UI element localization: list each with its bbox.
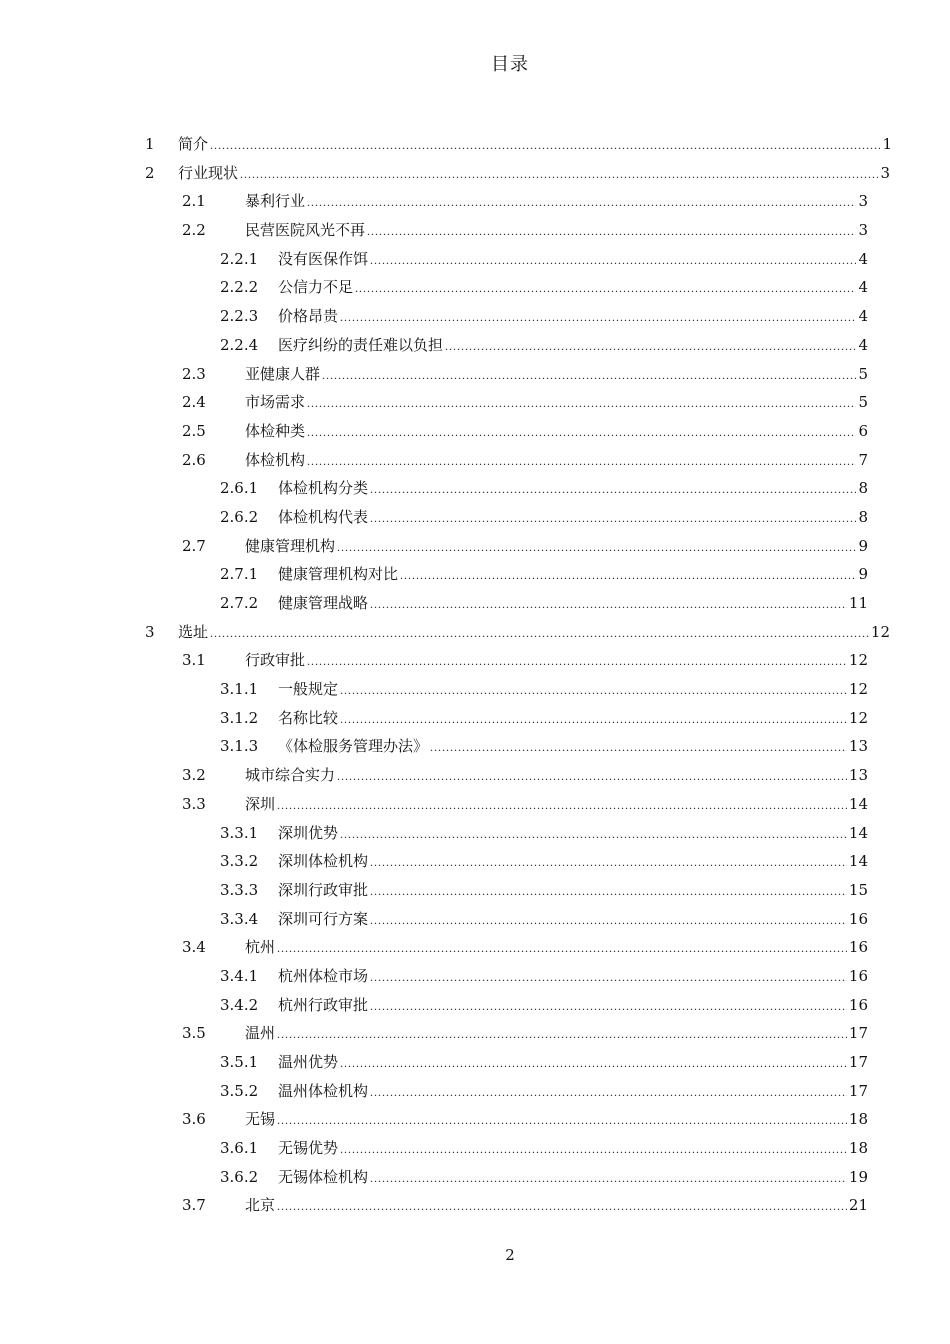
toc-entry-page: 16 [848,909,868,928]
toc-entry-number: 3.3.2 [220,852,259,871]
toc-entry-line [245,216,868,246]
toc-entry[interactable] [0,1163,950,1192]
toc-entry-page: 7 [858,450,868,469]
toc-entry-number: 2.2.3 [220,307,259,326]
toc-entry-page: 16 [848,966,868,985]
dot-leader [340,1049,847,1078]
dot-leader [307,389,856,418]
toc-entry[interactable] [0,360,950,389]
toc-entry-line [278,732,868,762]
toc-entry[interactable] [0,819,950,848]
dot-leader [367,217,856,246]
toc-entry-number: 2.6 [182,450,206,469]
toc-entry-line [245,417,868,447]
toc-entry[interactable] [0,1019,950,1048]
toc-entry-number: 2 [145,163,155,182]
toc-entry-page: 5 [858,364,868,383]
toc-entry-number: 2.5 [182,421,206,440]
dot-leader [370,848,847,877]
toc-entry-line [245,1105,868,1135]
toc-entry-line [278,962,868,992]
toc-entry-page: 1 [882,135,892,153]
toc-entry-page: 18 [848,1110,868,1129]
dot-leader [370,1164,847,1193]
toc-entry-line [278,245,868,275]
toc-entry-line [278,1134,868,1164]
toc-entry-line [278,560,868,590]
toc-entry-title: 杭州 [245,938,276,957]
toc-entry[interactable] [0,589,950,618]
dot-leader [445,332,856,361]
toc-entry-page: 5 [858,393,868,412]
toc-entry[interactable] [0,245,950,274]
toc-entry-line [245,388,868,418]
toc-entry-title: 价格昂贵 [278,307,339,326]
toc-entry-line [245,933,868,963]
dot-leader [210,619,869,648]
toc-entry-title: 名称比较 [278,708,339,727]
toc-entry-page: 3 [858,192,868,211]
toc-entry-page: 19 [848,1167,868,1186]
dot-leader [277,1020,847,1049]
toc-entry-title: 健康管理战略 [278,594,369,612]
toc-entry-title: 简介 [178,135,209,153]
toc-entry[interactable] [0,790,950,819]
toc-entry-page: 17 [848,1024,868,1043]
toc-entry-number: 3.2 [182,766,206,785]
page-title: 目录 [491,54,529,75]
toc-entry[interactable] [0,847,950,876]
toc-entry-page: 9 [858,536,868,555]
toc-entry-number: 3.3 [182,794,206,813]
toc-entry-title: 温州 [245,1024,276,1043]
toc-entry-number: 2.1 [182,192,206,211]
toc-entry[interactable] [0,331,950,360]
toc-entry-page: 4 [858,278,868,297]
toc-entry-number: 2.7.2 [220,594,259,612]
toc-entry-title: 深圳优势 [278,823,339,842]
dot-leader [370,992,847,1021]
toc-entry-number: 2.4 [182,393,206,412]
toc-entry-title: 行政审批 [245,651,306,670]
dot-leader [277,1106,847,1135]
dot-leader [430,733,847,762]
toc-entry-title: 深圳可行方案 [278,909,369,928]
toc-entry[interactable] [0,962,950,991]
toc-entry-number: 3 [145,622,155,641]
dot-leader [370,963,847,992]
toc-entry-title: 深圳 [245,794,276,813]
toc-entry-number: 3.4.2 [220,995,259,1014]
toc-entry-number: 3.5.1 [220,1053,259,1071]
toc-entry[interactable] [0,474,950,503]
toc-entry-page: 12 [848,651,868,670]
toc-entry-title: 无锡 [245,1110,276,1129]
dot-leader [370,475,856,504]
toc-entry-number: 2.2.1 [220,249,259,268]
toc-entry-title: 没有医保作饵 [278,249,369,268]
toc-entry-number: 3.6.2 [220,1167,259,1186]
toc-entry-line [278,1048,868,1078]
toc-entry[interactable] [0,1191,950,1220]
toc-entry-line [278,331,868,361]
dot-leader [340,1135,847,1164]
toc-entry-page: 12 [870,622,890,641]
toc-entry-title: 选址 [178,622,209,641]
toc-entry-line [245,446,868,476]
toc-entry[interactable] [0,1134,950,1163]
dot-leader [307,418,856,447]
toc-entry-line [178,618,890,648]
toc-entry-title: 体检机构分类 [278,479,369,498]
toc-entry-title: 体检种类 [245,421,306,440]
toc-entry-number: 1 [145,135,155,153]
toc-entry[interactable] [0,1105,950,1134]
toc-entry[interactable] [0,732,950,761]
toc-entry-number: 3.3.3 [220,880,259,899]
toc-entry-number: 3.1.1 [220,680,259,699]
toc-entry-title: 亚健康人群 [245,364,321,383]
toc-entry-line [278,589,868,619]
toc-entry-page: 6 [858,421,868,440]
toc-entry[interactable] [0,417,950,446]
toc-entry-page: 4 [858,335,868,354]
dot-leader [307,188,856,217]
toc-entry-number: 2.7.1 [220,565,259,584]
toc-entry[interactable] [0,159,950,188]
toc-entry-title: 城市综合实力 [245,766,336,785]
toc-entry-number: 3.6.1 [220,1139,259,1158]
toc-entry-number: 2.2 [182,221,206,240]
toc-entry-number: 2.3 [182,364,206,383]
dot-leader [277,934,847,963]
toc-entry-page: 3 [858,221,868,240]
toc-entry-title: 行业现状 [178,163,239,182]
toc-entry-number: 2.7 [182,536,206,555]
toc-entry-page: 17 [848,1053,868,1071]
toc-entry-line [278,474,868,504]
toc-entry-line [278,905,868,935]
dot-leader [307,647,847,676]
toc-entry[interactable] [0,1077,950,1106]
toc-entry-page: 8 [858,507,868,526]
toc-entry-page: 15 [848,880,868,899]
toc-entry-page: 12 [848,708,868,727]
toc-entry-line [278,847,868,877]
toc-entry-number: 3.5 [182,1024,206,1043]
toc-entry[interactable] [0,532,950,561]
dot-leader [400,561,856,590]
dot-leader [370,246,856,275]
toc-entry[interactable] [0,187,950,216]
toc-entry-line [278,675,868,705]
toc-entry-number: 3.1 [182,651,206,670]
toc-entry-page: 14 [848,823,868,842]
toc-entry-line [278,991,868,1021]
toc-entry-page: 17 [848,1081,868,1100]
toc-entry-line [278,273,868,303]
toc-entry-line [178,159,890,189]
toc-entry[interactable] [0,446,950,475]
toc-entry-line [245,646,868,676]
dot-leader [277,791,847,820]
dot-leader [307,447,856,476]
toc-entry-number: 3.5.2 [220,1081,259,1100]
dot-leader [340,705,847,734]
dot-leader [370,877,847,906]
toc-entry-title: 民营医院风光不再 [245,221,366,240]
toc-entry-title: 健康管理机构对比 [278,565,399,584]
toc-entry-title: 无锡优势 [278,1139,339,1158]
dot-leader [322,361,856,390]
toc-entry-title: 无锡体检机构 [278,1167,369,1186]
toc-entry-title: 一般规定 [278,680,339,699]
dot-leader [340,303,856,332]
toc-entry[interactable] [0,991,950,1020]
dot-leader [370,1078,847,1107]
dot-leader [340,820,847,849]
toc-entry-page: 16 [848,938,868,957]
toc-entry-page: 16 [848,995,868,1014]
toc-entry-number: 2.2.4 [220,335,259,354]
toc-entry[interactable] [0,675,950,704]
toc-entry[interactable] [0,704,950,733]
toc-entry[interactable] [0,130,950,159]
toc-entry-number: 3.7 [182,1196,206,1215]
toc-entry-number: 2.6.2 [220,507,259,526]
toc-entry[interactable] [0,273,950,302]
toc-entry-line [278,503,868,533]
dot-leader [355,274,856,303]
toc-entry[interactable] [0,216,950,245]
dot-leader [337,762,847,791]
toc-entry-line [245,532,868,562]
toc-entry-line [278,1163,868,1193]
toc-entry-page: 13 [848,766,868,785]
toc-entry-number: 3.1.3 [220,737,259,756]
toc-entry-line [278,302,868,332]
toc-entry-title: 体检机构 [245,450,306,469]
toc-entry-page: 18 [848,1139,868,1158]
toc-entry-title: 北京 [245,1196,276,1215]
toc-entry-title: 《体检服务管理办法》 [278,737,429,756]
toc-entry-title: 医疗纠纷的责任难以负担 [278,335,444,354]
dot-leader [370,504,856,533]
dot-leader [370,906,847,935]
toc-entry-page: 9 [858,565,868,584]
toc-entry-line [178,130,892,160]
toc-entry-title: 深圳体检机构 [278,852,369,871]
toc-entry-title: 深圳行政审批 [278,880,369,899]
toc-entry-number: 3.4 [182,938,206,957]
toc-entry-line [245,187,868,217]
toc-entry[interactable] [0,560,950,589]
toc-entry-page: 11 [848,594,868,612]
toc-entry-title: 健康管理机构 [245,536,336,555]
toc-entry-line [278,819,868,849]
toc-entry-title: 杭州行政审批 [278,995,369,1014]
table-of-contents [0,130,950,1220]
toc-entry[interactable] [0,876,950,905]
toc-entry[interactable] [0,388,950,417]
toc-entry-number: 3.1.2 [220,708,259,727]
toc-entry[interactable] [0,761,950,790]
dot-leader [340,676,847,705]
toc-entry-page: 4 [858,307,868,326]
dot-leader [277,1192,847,1221]
page-number: 2 [505,1246,515,1264]
toc-entry-page: 12 [848,680,868,699]
dot-leader [337,533,856,562]
toc-entry-line [245,360,868,390]
toc-entry-line [245,761,868,791]
toc-entry-number: 2.6.1 [220,479,259,498]
toc-entry-title: 市场需求 [245,393,306,412]
toc-entry-number: 3.4.1 [220,966,259,985]
toc-entry-title: 温州体检机构 [278,1081,369,1100]
toc-entry-line [278,704,868,734]
toc-entry-line [245,1191,868,1221]
dot-leader [210,131,880,160]
toc-entry[interactable] [0,933,950,962]
toc-entry-page: 4 [858,249,868,268]
dot-leader [370,590,847,619]
toc-entry-title: 暴利行业 [245,192,306,211]
toc-entry-line [278,1077,868,1107]
toc-entry-page: 8 [858,479,868,498]
toc-entry[interactable] [0,1048,950,1077]
toc-entry-number: 3.3.1 [220,823,259,842]
toc-entry-number: 2.2.2 [220,278,259,297]
toc-entry[interactable] [0,646,950,675]
dot-leader [240,160,878,189]
toc-entry[interactable] [0,503,950,532]
toc-entry-title: 体检机构代表 [278,507,369,526]
toc-entry-page: 13 [848,737,868,756]
toc-entry[interactable] [0,905,950,934]
toc-entry-title: 杭州体检市场 [278,966,369,985]
toc-entry-number: 3.3.4 [220,909,259,928]
toc-entry-title: 公信力不足 [278,278,354,297]
toc-entry-line [245,1019,868,1049]
toc-entry-page: 21 [848,1196,868,1215]
toc-entry-page: 3 [880,163,890,182]
toc-entry-number: 3.6 [182,1110,206,1129]
toc-entry-line [278,876,868,906]
toc-entry[interactable] [0,302,950,331]
toc-entry[interactable] [0,618,950,647]
toc-entry-page: 14 [848,852,868,871]
toc-entry-line [245,790,868,820]
toc-entry-title: 温州优势 [278,1053,339,1071]
toc-entry-page: 14 [848,794,868,813]
